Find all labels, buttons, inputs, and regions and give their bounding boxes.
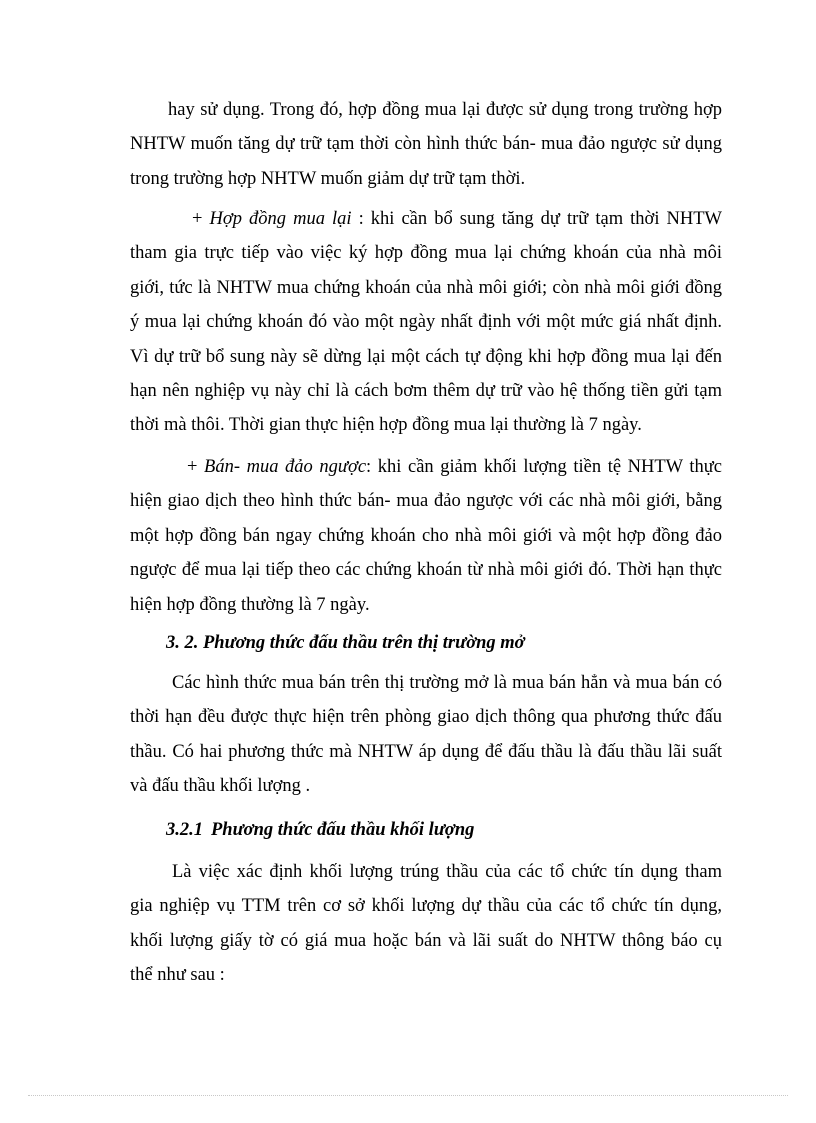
text-line: NHTW muốn tăng dự trữ tạm thời còn hình thức bán- mua đảo ngược sử dụng <box>130 134 722 155</box>
text-line: thời hạn đều được thực hiện trên phòng giao dịch thông qua phương thức đấu <box>130 707 722 728</box>
text-line: thể như sau : <box>130 965 225 986</box>
heading-number: 3.2.1 <box>166 820 203 840</box>
text-line: tham gia trực tiếp vào việc ký hợp đồng mua lại chứng khoán của nhà môi <box>130 243 722 264</box>
text-line: hay sử dụng. Trong đó, hợp đồng mua lại được sử dụng trong trường hợp <box>168 100 722 120</box>
paragraph-volume-auction <box>130 855 722 993</box>
text-line: giới, tức là NHTW mua chứng khoán của nhà môi giới; còn nhà môi giới đồng <box>130 277 722 298</box>
text-line-lead <box>130 450 722 484</box>
term-reverse-repo: Bán- mua đảo ngược <box>204 457 367 477</box>
lead-rest: : khi cần giảm khối lượng tiền tệ NHTW thực <box>366 457 722 477</box>
text-line: hiện hợp đồng thường là 7 ngày. <box>130 594 370 615</box>
lead-rest: : khi cần bổ sung tăng dự trữ tạm thời NHTW <box>351 209 722 229</box>
bullet-plus: + <box>192 209 210 229</box>
text-line: gia nghiệp vụ TTM trên cơ sở khối lượng dự thầu của các tổ chức tín dụng, <box>130 896 722 917</box>
text-line: Vì dự trữ bổ sung này sẽ dừng lại một cách tự động khi hợp đồng mua lại đến <box>130 346 722 367</box>
text-line: ý mua lại chứng khoán đó vào một ngày nhất định với một mức giá nhất định. <box>130 312 722 333</box>
term-repo: Hợp đồng mua lại <box>209 209 352 229</box>
heading-title: Phương thức đấu thầu khối lượng <box>211 820 475 840</box>
paragraph-auction-methods <box>130 666 722 804</box>
text-line: Các hình thức mua bán trên thị trường mở là mua bán hẳn và mua bán có <box>172 673 722 693</box>
paragraph-intro <box>130 93 722 196</box>
text-line: hạn nên nghiệp vụ này chỉ là cách bơm thêm dự trữ vào hệ thống tiền gửi tạm <box>130 381 722 402</box>
text-line: trong trường hợp NHTW muốn giảm dự trữ tạm thời. <box>130 168 526 189</box>
text-line: hiện giao dịch theo hình thức bán- mua đảo ngược với các nhà môi giới, bằng <box>130 491 722 512</box>
paragraph-reverse-repo <box>130 450 722 622</box>
paragraph-repo <box>130 202 722 443</box>
text-line: thời mà thôi. Thời gian thực hiện hợp đồng mua lại thường là 7 ngày. <box>130 415 642 436</box>
text-line-lead <box>130 202 722 236</box>
text-line: và đấu thầu khối lượng . <box>130 776 311 797</box>
section-heading-3-2: 3. 2. Phương thức đấu thầu trên thị trường mở <box>166 633 525 653</box>
text-line: Là việc xác định khối lượng trúng thầu của các tổ chức tín dụng tham <box>172 862 722 882</box>
text-line: thầu. Có hai phương thức mà NHTW áp dụng để đấu thầu là đấu thầu lãi suất <box>130 741 722 762</box>
text-line: khối lượng giấy tờ có giá mua hoặc bán và lãi suất do NHTW thông báo cụ <box>130 930 722 951</box>
page-bottom-divider <box>28 1095 788 1096</box>
text-line: một hợp đồng bán ngay chứng khoán cho nhà môi giới và một hợp đồng đảo <box>130 525 722 546</box>
text-line: ngược để mua lại tiếp theo các chứng khoán từ nhà môi giới đó. Thời hạn thực <box>130 560 722 581</box>
section-heading-3-2-1 <box>166 820 474 841</box>
bullet-plus: + <box>187 457 205 477</box>
